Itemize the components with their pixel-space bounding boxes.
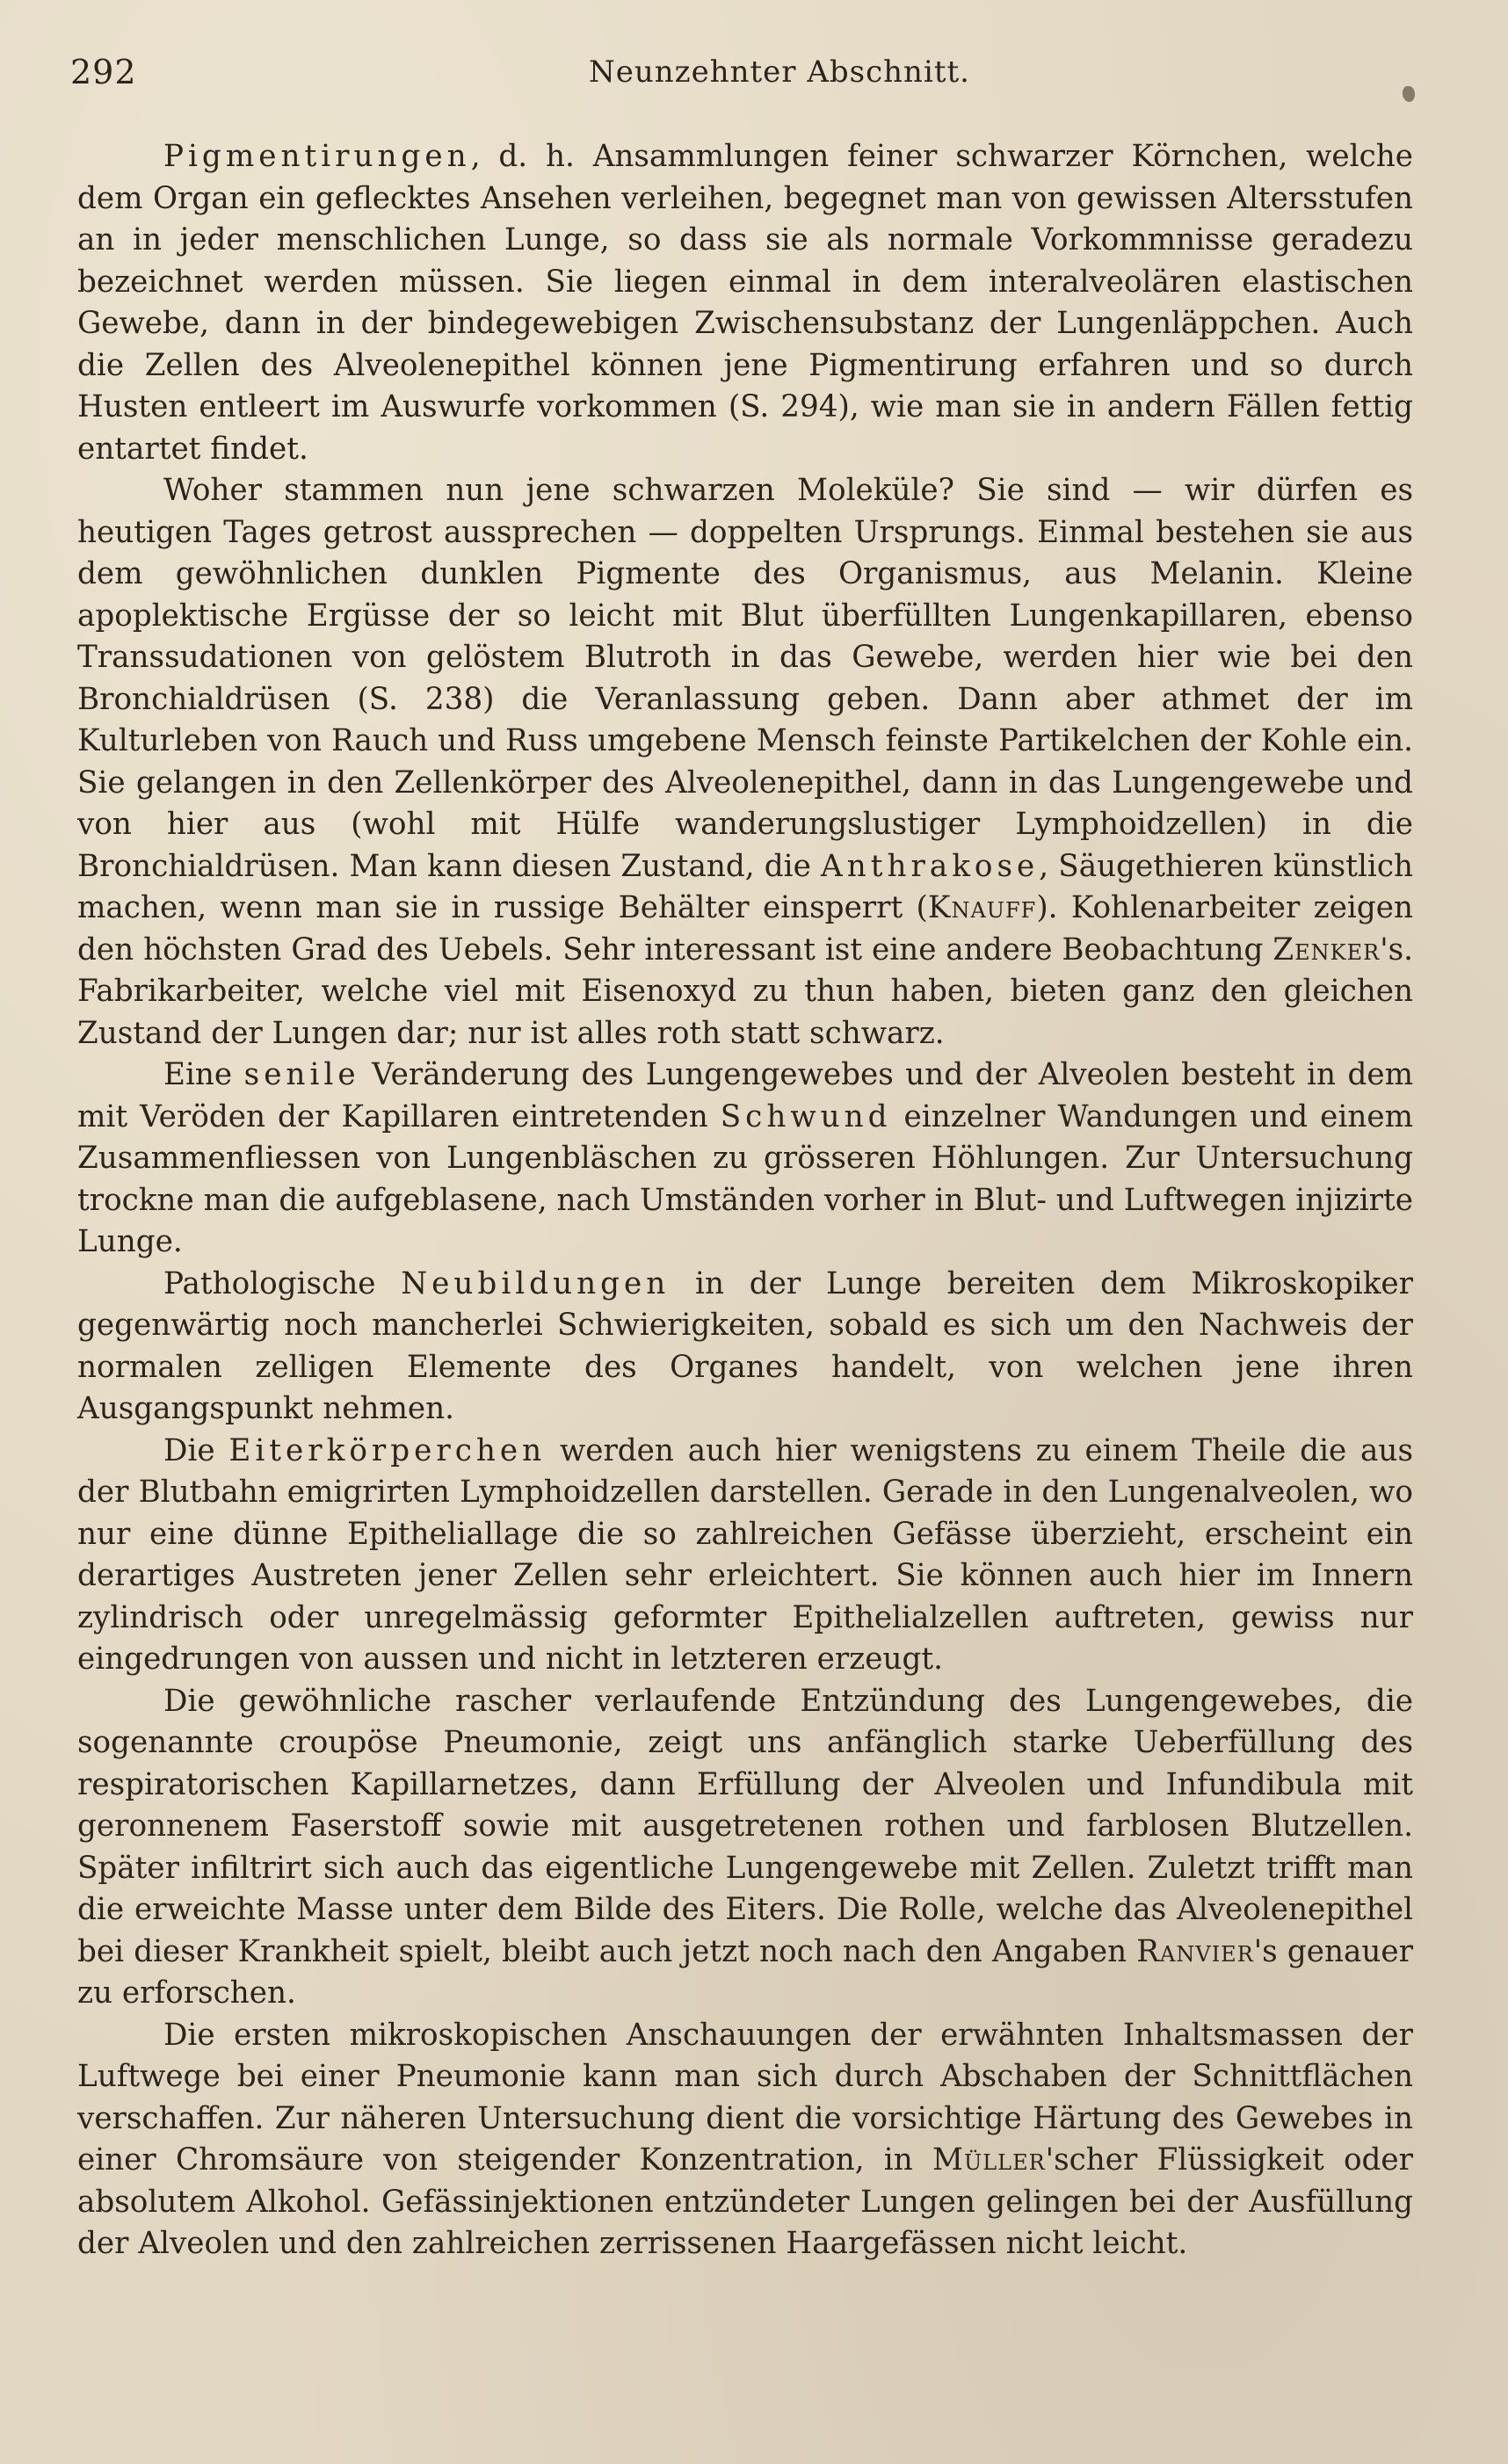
text-run: einzelner Wandungen und einem Zusammenfliessen von Lungenbläschen zu grösseren Höhlungen. Zur Untersuchung trockne man die aufgeblasene, nach Umständen vorher in Blut- und Luftwegen injizirte Lunge. <box>77 1098 1413 1259</box>
text-run: Die ersten mikroskopischen Anschauungen der erwähnten Inhaltsmassen der Luftwege bei einer Pneumonie kann man sich durch Abschaben der Schnittflächen verschaffen. Zur näheren Untersuchung dient die vorsichtige Härtung des Gewebes in einer Chromsäure von steigender Konzentration, in <box>77 2017 1413 2178</box>
paragraph-anschauungen <box>77 2015 1413 2265</box>
emphasis-term: senile <box>243 1057 360 1092</box>
emphasis-term: Neubildungen <box>401 1265 671 1301</box>
text-run: , Säugethieren künstlich machen, wenn man sie in russige Behälter einsperrt ( <box>77 848 1413 925</box>
text-run: ). Kohlenarbeiter zeigen den höchsten Grad des Uebels. Sehr interessant ist eine andere Beobachtung <box>77 890 1413 967</box>
paragraph-woher <box>77 470 1413 1054</box>
body-text <box>77 136 1413 2265</box>
text-run: in der Lunge bereiten dem Mikroskopiker gegenwärtig noch mancherlei Schwierigkeiten, sobald es sich um den Nachweis der normalen zelligen Elemente des Organes handelt, von welchen jene ihren Ausgangspunkt nehmen. <box>77 1265 1413 1426</box>
text-run: 'scher Flüssigkeit oder absolutem Alkohol. Gefässinjektionen entzündeter Lungen gelingen bei der Ausfüllung der Alveolen und den zahlreichen zerrissenen Haargefässen nicht leicht. <box>77 2142 1413 2261</box>
running-head <box>70 53 1420 105</box>
paragraph-pigmentirungen <box>77 136 1413 470</box>
paragraph-eiterkoerperchen <box>77 1431 1413 1681</box>
emphasis-term: Eiterkörperchen <box>228 1432 547 1468</box>
emphasis-term: Pigmentirungen <box>163 139 471 174</box>
text-run: Woher stammen nun jene schwarzen Moleküle? Sie sind — wir dürfen es heutigen Tages getrost aussprechen — doppelten Ursprungs. Einmal bestehen sie aus dem gewöhnlichen dunklen Pigmente des Organismus, aus Melanin. Kleine apoplektische Ergüsse der so leicht mit Blut überfüllten Lungenkapillaren, ebenso Transsudationen von gelöstem Blutroth in das Gewebe, werden hier wie bei den Bronchialdrüsen (S. 238) die Veranlassung geben. Dann aber athmet der im Kulturleben von Rauch und Russ umgebene Mensch feinste Partikelchen der Kohle ein. Sie gelangen in den Zellenkörper des Alveolenepithel, dann in das Lungengewebe und von hier aus (wohl mit Hülfe wanderungslustiger Lymphoidzellen) in die Bronchialdrüsen. Man kann diesen Zustand, die <box>77 473 1413 884</box>
author-name: Ranvier <box>1136 1933 1254 1969</box>
paragraph-entzuendung <box>77 1681 1413 2015</box>
text-run: Die gewöhnliche rascher verlaufende Entzündung des Lungengewebes, die sogenannte croupöse Pneumonie, zeigt uns anfänglich starke Ueberfüllung des respiratorischen Kapillarnetzes, dann Erfüllung der Alveolen und Infundibula mit geronnenem Faserstoff sowie mit ausgetretenen rothen und farblosen Blutzellen. Später infiltrirt sich auch das eigentliche Lungengewebe mit Zellen. Zuletzt trifft man die erweichte Masse unter dem Bilde des Eiters. Die Rolle, welche das Alveolenepithel bei dieser Krankheit spielt, bleibt auch jetzt noch nach den Angaben <box>77 1683 1413 1969</box>
text-run: Die <box>163 1432 229 1468</box>
author-name: Müller <box>932 2142 1046 2178</box>
emphasis-term: Schwund <box>720 1098 892 1134</box>
text-run: Veränderung des Lungengewebes und der Alveolen besteht in dem mit Veröden der Kapillaren eintretenden <box>77 1057 1413 1134</box>
author-name: Knauff <box>927 890 1037 925</box>
author-name: Zenker <box>1272 931 1381 967</box>
text-run: , d. h. Ansammlungen feiner schwarzer Körnchen, welche dem Organ ein geflecktes Ansehen verleihen, begegnet man von gewissen Altersstufen an in jeder menschlichen Lunge, so dass sie als normale Vorkommnisse geradezu bezeichnet werden müssen. Sie liegen einmal in dem interalveolären elastischen Gewebe, dann in der bindegewebigen Zwischensubstanz der Lungenläppchen. Auch die Zellen des Alveolenepithel können jene Pigmentirung erfahren und so durch Husten entleert im Auswurfe vorkommen (S. 294), wie man sie in andern Fällen fettig entartet findet. <box>77 139 1413 467</box>
ink-speck <box>1403 86 1415 102</box>
paragraph-senile <box>77 1054 1413 1264</box>
text-run: 's. Fabrikarbeiter, welche viel mit Eisenoxyd zu thun haben, bieten ganz den gleichen Zustand der Lungen dar; nur ist alles roth statt schwarz. <box>77 931 1413 1051</box>
emphasis-term: Anthrakose <box>821 848 1040 884</box>
text-run: werden auch hier wenigstens zu einem Theile die aus der Blutbahn emigrirten Lymphoidzellen darstellen. Gerade in den Lungenalveolen, wo nur eine dünne Epitheliallage die so zahlreichen Gefässe überzieht, erscheint ein derartiges Austreten jener Zellen sehr erleichtert. Sie können auch hier im Innern zylindrisch oder unregelmässig geformter Epithelialzellen auftreten, gewiss nur eingedrungen von aussen und nicht in letzteren erzeugt. <box>77 1432 1413 1677</box>
page-number: 292 <box>70 53 137 91</box>
chapter-title: Neunzehnter Abschnitt. <box>589 54 970 90</box>
text-run: Pathologische <box>163 1265 402 1301</box>
text-run: Eine <box>163 1057 244 1092</box>
text-run: 's genauer zu erforschen. <box>77 1933 1414 2011</box>
paragraph-neubildungen <box>77 1264 1413 1431</box>
